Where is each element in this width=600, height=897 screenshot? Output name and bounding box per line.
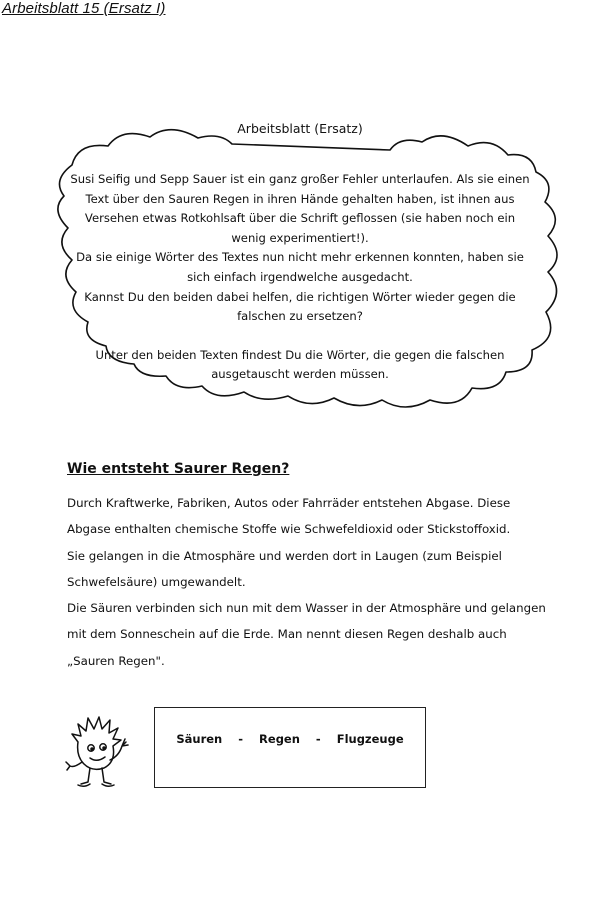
body-line: Sie gelangen in die Atmosphäre und werden dort in Laugen (zum Beispiel [67,548,502,563]
cloud-line: Unter den beiden Texten findest Du die Wörter, die gegen die falschen [95,347,505,362]
body-line: Schwefelsäure) umgewandelt. [67,574,246,589]
cloud-instructions [60,170,540,385]
body-line: mit dem Sonneschein auf die Erde. Man nennt diesen Regen deshalb auch [67,627,507,642]
cloud-line: wenig experimentiert!). [231,230,369,245]
cloud-line: falschen zu ersetzen? [237,309,363,324]
body-line: Durch Kraftwerke, Fabriken, Autos oder Fahrräder entstehen Abgase. Diese [67,496,511,510]
body-line: „Sauren Regen". [67,653,165,668]
sheet-title: Arbeitsblatt (Ersatz) [237,121,363,136]
cloud-spacer [60,327,540,346]
section-heading: Wie entsteht Saurer Regen? [67,461,290,477]
cloud-line: ausgetauscht werden müssen. [211,367,389,382]
body-line: Die Säuren verbinden sich nun mit dem Wasser in der Atmosphäre und gelangen [67,601,546,616]
cloud-line: Text über den Sauren Regen in ihren Hände gehalten haben, ist ihnen aus [85,191,515,206]
word-choices: Säuren - Regen - Flugzeuge [176,731,404,746]
cloud-line: Da sie einige Wörter des Textes nun nicht mehr erkennen konnten, haben sie [76,250,524,265]
cloud-line: Versehen etwas Rotkohlsaft über die Schrift geflossen (sie haben noch ein [84,211,516,226]
worksheet-header-title: Arbeitsblatt 15 (Ersatz I) [2,0,166,17]
cloud-line: Susi Seifig und Sepp Sauer ist ein ganz großer Fehler unterlaufen. Als sie einen [70,172,530,186]
cloud-line: sich einfach irgendwelche ausgedacht. [187,269,413,284]
spiky-mascot-icon [64,712,134,794]
body-line: Abgase enthalten chemische Stoffe wie Schwefeldioxid oder Stickstoffoxid. [67,522,511,537]
cloud-line: Kannst Du den beiden dabei helfen, die richtigen Wörter wieder gegen die [84,289,516,304]
word-choices-box [154,707,426,788]
section-body [67,490,567,674]
